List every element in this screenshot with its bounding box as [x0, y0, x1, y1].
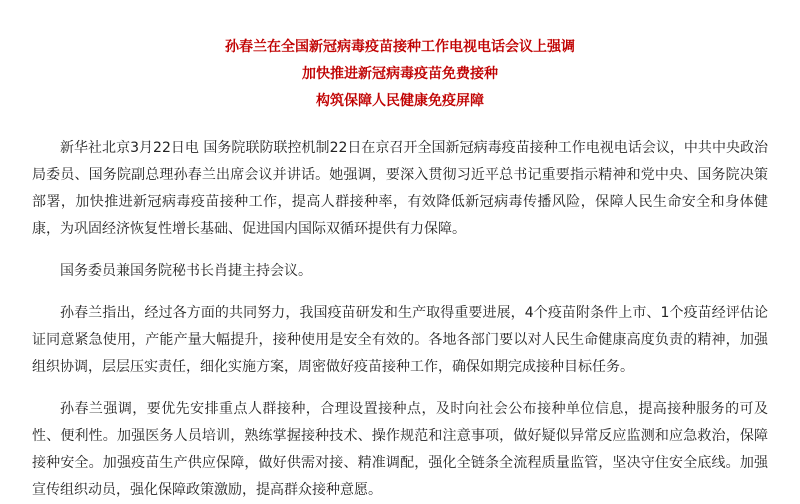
article-body	[32, 135, 768, 504]
article-headline	[32, 0, 768, 115]
headline-line-1: 孙春兰在全国新冠病毒疫苗接种工作电视电话会议上强调	[225, 39, 575, 55]
paragraph-progress: 孙春兰指出，经过各方面的共同努力，我国疫苗研发和生产取得重要进展，4个疫苗附条件上市、1个疫苗经评估论证同意紧急使用，产能产量大幅提升，接种使用是安全有效的。各地各部门要以对人民生命健康高度负责的精神，加强组织协调，层层压实责任，细化实施方案，周密做好疫苗接种工作，确保如期完成接种目标任务。	[32, 305, 768, 375]
headline-line-3: 构筑保障人民健康免疫屏障	[316, 93, 484, 109]
headline-line-2: 加快推进新冠病毒疫苗免费接种	[302, 66, 498, 82]
paragraph-requirements: 孙春兰强调，要优先安排重点人群接种，合理设置接种点，及时向社会公布接种单位信息，提高接种服务的可及性、便利性。加强医务人员培训，熟练掌握接种技术、操作规范和注意事项，做好疑似异常反应监测和应急救治，保障接种安全。加强疫苗生产供应保障，做好供需对接、精准调配，强化全链条全流程质量监管，坚决守住安全底线。加强宣传组织动员，强化保障政策激励，提高群众接种意愿。	[32, 401, 768, 498]
paragraph-host: 国务委员兼国务院秘书长肖捷主持会议。	[60, 263, 312, 279]
paragraph-dateline: 新华社北京3月22日电 国务院联防联控机制22日在京召开全国新冠病毒疫苗接种工作电视电话会议，中共中央政治局委员、国务院副总理孙春兰出席会议并讲话。她强调，要深入贯彻习近平总书记重要指示精神和党中央、国务院决策部署，加快推进新冠病毒疫苗接种工作，提高人群接种率，有效降低新冠病毒传播风险，保障人民生命安全和身体健康，为巩固经济恢复性增长基础、促进国内国际双循环提供有力保障。	[32, 140, 768, 237]
